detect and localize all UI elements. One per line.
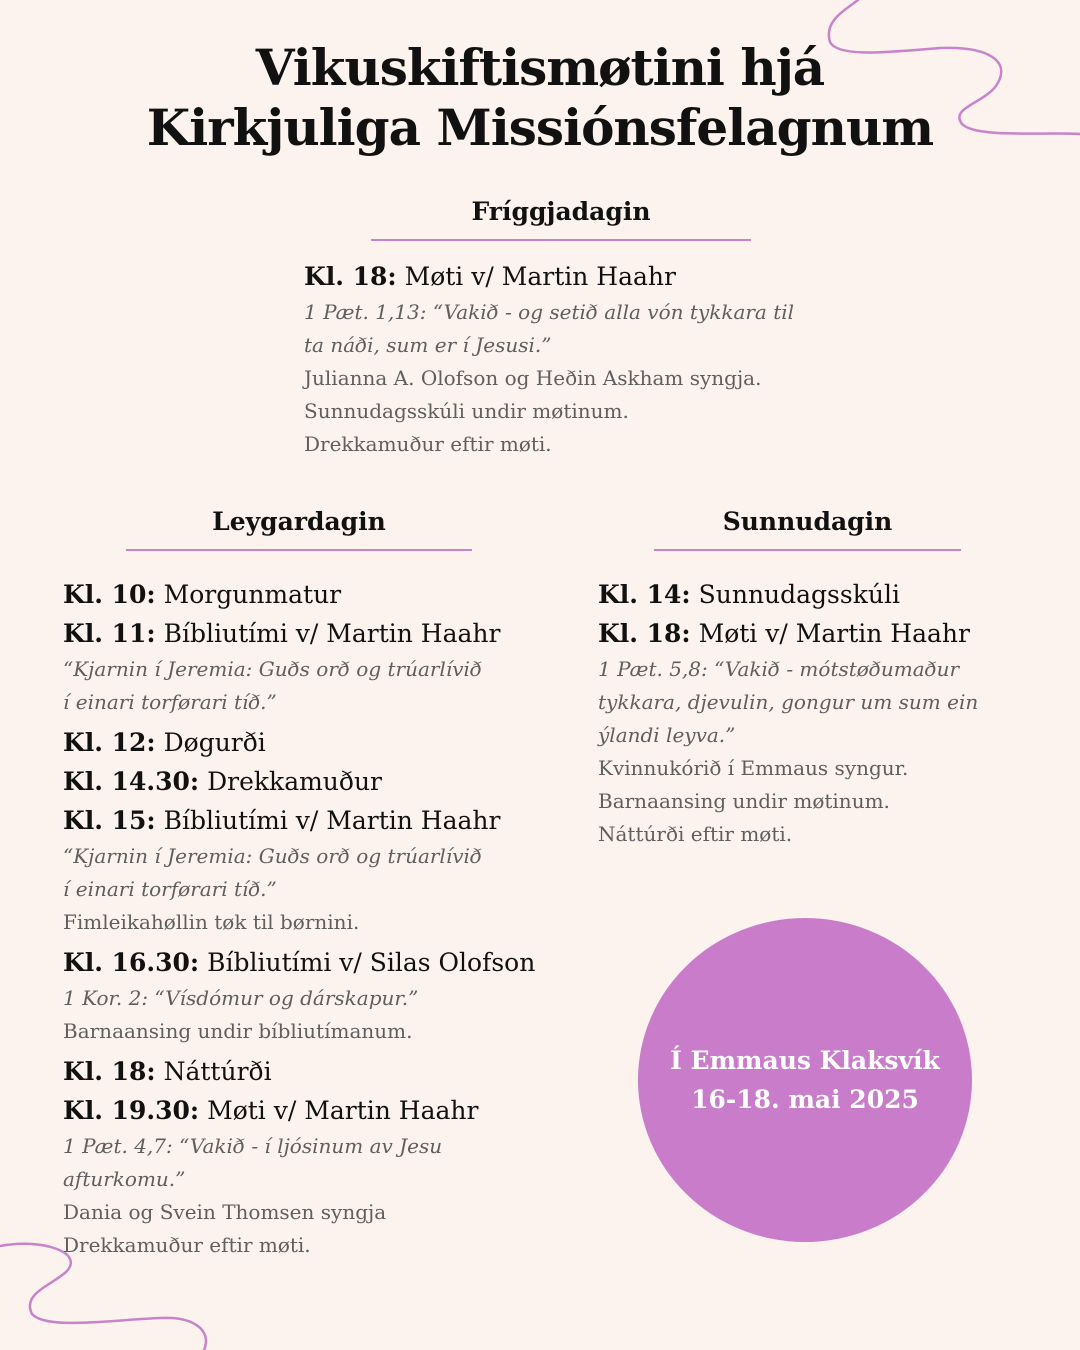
title-line-1: Vikuskiftismøtini hjá — [255, 38, 825, 97]
entry-time: Kl. 14: — [598, 580, 691, 609]
friday-heading — [371, 197, 751, 241]
friday-verse-line-2: ta náði, sum er í Jesusi.” — [304, 333, 552, 357]
sunday-schedule — [598, 575, 978, 851]
sunday-entry-14 — [598, 575, 978, 614]
entry-text: Bíbliutími v/ Martin Haahr — [163, 619, 501, 648]
saturday-divider — [126, 549, 472, 551]
location-date-badge — [638, 918, 972, 1242]
friday-note-singers: Julianna A. Olofson og Heðin Askham syngja. — [304, 366, 762, 390]
entry-time: Kl. 18: — [598, 619, 691, 648]
entry-time: Kl. 18: — [63, 1057, 156, 1086]
entry-time: Kl. 15: — [63, 806, 156, 835]
entry-text: Bíbliutími v/ Silas Olofson — [207, 948, 536, 977]
entry-text: Døgurði — [163, 728, 266, 757]
saturday-note-children: Barnaansing undir bíbliutímanum. — [63, 1019, 413, 1043]
saturday-entry-1930 — [63, 1091, 535, 1130]
entry-text: Møti v/ Martin Haahr — [698, 619, 970, 648]
entry-text: Møti v/ Martin Haahr — [404, 262, 676, 291]
saturday-entry-15 — [63, 801, 535, 840]
saturday-entry-10 — [63, 575, 535, 614]
sunday-note-children: Barnaansing undir møtinum. — [598, 789, 890, 813]
friday-divider — [371, 239, 751, 241]
friday-entry-18 — [304, 257, 794, 296]
page-title — [0, 38, 1080, 158]
saturday-entry-11 — [63, 614, 535, 653]
entry-time: Kl. 10: — [63, 580, 156, 609]
entry-time: Kl. 18: — [304, 262, 397, 291]
saturday-note-singers: Dania og Svein Thomsen syngja — [63, 1200, 387, 1224]
sunday-entry-18 — [598, 614, 978, 653]
entry-time: Kl. 14.30: — [63, 767, 200, 796]
friday-verse-line-1: 1 Pæt. 1,13: “Vakið - og setið alla vón tykkara til — [304, 300, 795, 324]
sunday-verse-line-2: tykkara, djevulin, gongur um sum ein — [598, 690, 979, 714]
friday-note-coffee: Drekkamuður eftir møti. — [304, 432, 552, 456]
saturday-quote-2b: í einari torførari tíð.” — [63, 877, 277, 901]
entry-time: Kl. 16.30: — [63, 948, 200, 977]
badge-location: Í Emmaus Klaksvík — [670, 1046, 940, 1075]
entry-time: Kl. 12: — [63, 728, 156, 757]
friday-schedule — [304, 257, 794, 461]
sunday-heading — [654, 507, 961, 551]
friday-note-sundayschool: Sunnudagsskúli undir møtinum. — [304, 399, 629, 423]
sunday-verse-line-1: 1 Pæt. 5,8: “Vakið - mótstøðumaður — [598, 657, 960, 681]
saturday-note-coffee: Drekkamuður eftir møti. — [63, 1233, 311, 1257]
saturday-entry-1630 — [63, 943, 535, 982]
entry-text: Drekkamuður — [207, 767, 383, 796]
saturday-entry-18 — [63, 1052, 535, 1091]
sunday-heading-text: Sunnudagin — [722, 507, 893, 536]
entry-time: Kl. 19.30: — [63, 1096, 200, 1125]
entry-time: Kl. 11: — [63, 619, 156, 648]
saturday-verse-4b: afturkomu.” — [63, 1167, 186, 1191]
sunday-note-choir: Kvinnukórið í Emmaus syngur. — [598, 756, 909, 780]
saturday-verse-4a: 1 Pæt. 4,7: “Vakið - í ljósinum av Jesu — [63, 1134, 443, 1158]
friday-heading-text: Fríggjadagin — [471, 197, 651, 226]
entry-text: Náttúrði — [163, 1057, 272, 1086]
saturday-quote-1b: í einari torførari tíð.” — [63, 690, 277, 714]
title-line-2: Kirkjuliga Missiónsfelagnum — [146, 98, 934, 157]
entry-text: Bíbliutími v/ Martin Haahr — [163, 806, 501, 835]
entry-text: Sunnudagsskúli — [698, 580, 900, 609]
saturday-quote-2a: “Kjarnin í Jeremia: Guðs orð og trúarlívið — [63, 844, 482, 868]
entry-text: Møti v/ Martin Haahr — [207, 1096, 479, 1125]
badge-date: 16-18. mai 2025 — [691, 1085, 919, 1114]
saturday-quote-1a: “Kjarnin í Jeremia: Guðs orð og trúarlívið — [63, 657, 482, 681]
sunday-verse-line-3: ýlandi leyva.” — [598, 723, 736, 747]
saturday-entry-12 — [63, 723, 535, 762]
sunday-divider — [654, 549, 961, 551]
saturday-verse-kor: 1 Kor. 2: “Vísdómur og dárskapur.” — [63, 986, 419, 1010]
saturday-heading-text: Leygardagin — [212, 507, 386, 536]
saturday-note-gym: Fimleikahøllin tøk til børnini. — [63, 910, 360, 934]
saturday-entry-1430 — [63, 762, 535, 801]
saturday-schedule — [63, 575, 535, 1262]
entry-text: Morgunmatur — [163, 580, 342, 609]
sunday-note-dinner: Náttúrði eftir møti. — [598, 822, 793, 846]
saturday-heading — [126, 507, 472, 551]
